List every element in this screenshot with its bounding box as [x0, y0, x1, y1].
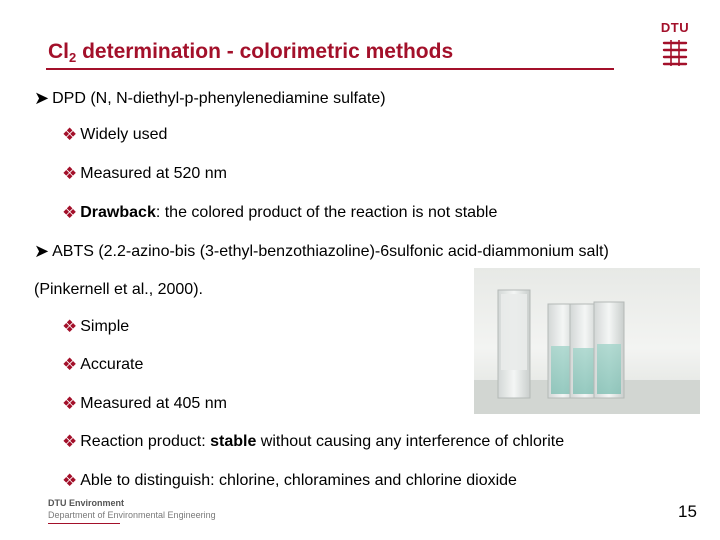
footer-department: Department of Environmental Engineering — [48, 510, 216, 520]
bullet-reaction-product: ❖ Reaction product: stable without causing any interference of chlorite — [62, 432, 565, 451]
dtu-logo-bars-icon — [660, 40, 690, 66]
footer-org: DTU Environment — [48, 498, 125, 508]
page-number: 15 — [678, 502, 697, 521]
cuvette-blank — [498, 290, 530, 398]
bullet-distinguish: ❖ Able to distinguish: chlorine, chloramines and chlorine dioxide — [62, 471, 517, 490]
cuvettes-photo — [474, 268, 700, 414]
diamond-bullet-icon: ❖ — [62, 203, 78, 222]
arrow-bullet-icon: ➤ — [34, 241, 50, 261]
bullet-dpd: ➤ DPD (N, N-diethyl-p-phenylenediamine sulfate) — [34, 88, 386, 108]
diamond-bullet-icon: ❖ — [62, 317, 78, 336]
bullet-measured-405: ❖ Measured at 405 nm — [62, 394, 227, 413]
bullet-simple: ❖ Simple — [62, 317, 130, 336]
arrow-bullet-icon: ➤ — [34, 88, 50, 108]
diamond-bullet-icon: ❖ — [62, 164, 78, 183]
footer-underline — [48, 523, 120, 524]
diamond-bullet-icon: ❖ — [62, 432, 78, 451]
slide-title: $Cl_2$ determination - colorimetric methods — [48, 40, 454, 65]
diamond-bullet-icon: ❖ — [62, 355, 78, 374]
title-underline — [46, 68, 614, 70]
bullet-accurate: ❖ Accurate — [62, 355, 144, 374]
dtu-logo-icon — [660, 20, 690, 66]
cuvette-3 — [594, 302, 624, 398]
bullet-drawback: ❖ Drawback: the colored product of the reaction is not stable — [62, 203, 498, 222]
logo-text: DTU — [660, 20, 690, 35]
bullet-widely-used: ❖ Widely used — [62, 125, 168, 144]
diamond-bullet-icon: ❖ — [62, 471, 78, 490]
diamond-bullet-icon: ❖ — [62, 125, 78, 144]
cuvettes-illustration — [474, 268, 700, 414]
bullet-measured-520: ❖ Measured at 520 nm — [62, 164, 227, 183]
citation: (Pinkernell et al., 2000). — [34, 281, 203, 298]
bullet-abts: ➤ ABTS (2.2-azino-bis (3-ethyl-benzothiazoline)-6sulfonic acid-diammonium salt) — [34, 241, 609, 261]
diamond-bullet-icon: ❖ — [62, 394, 78, 413]
